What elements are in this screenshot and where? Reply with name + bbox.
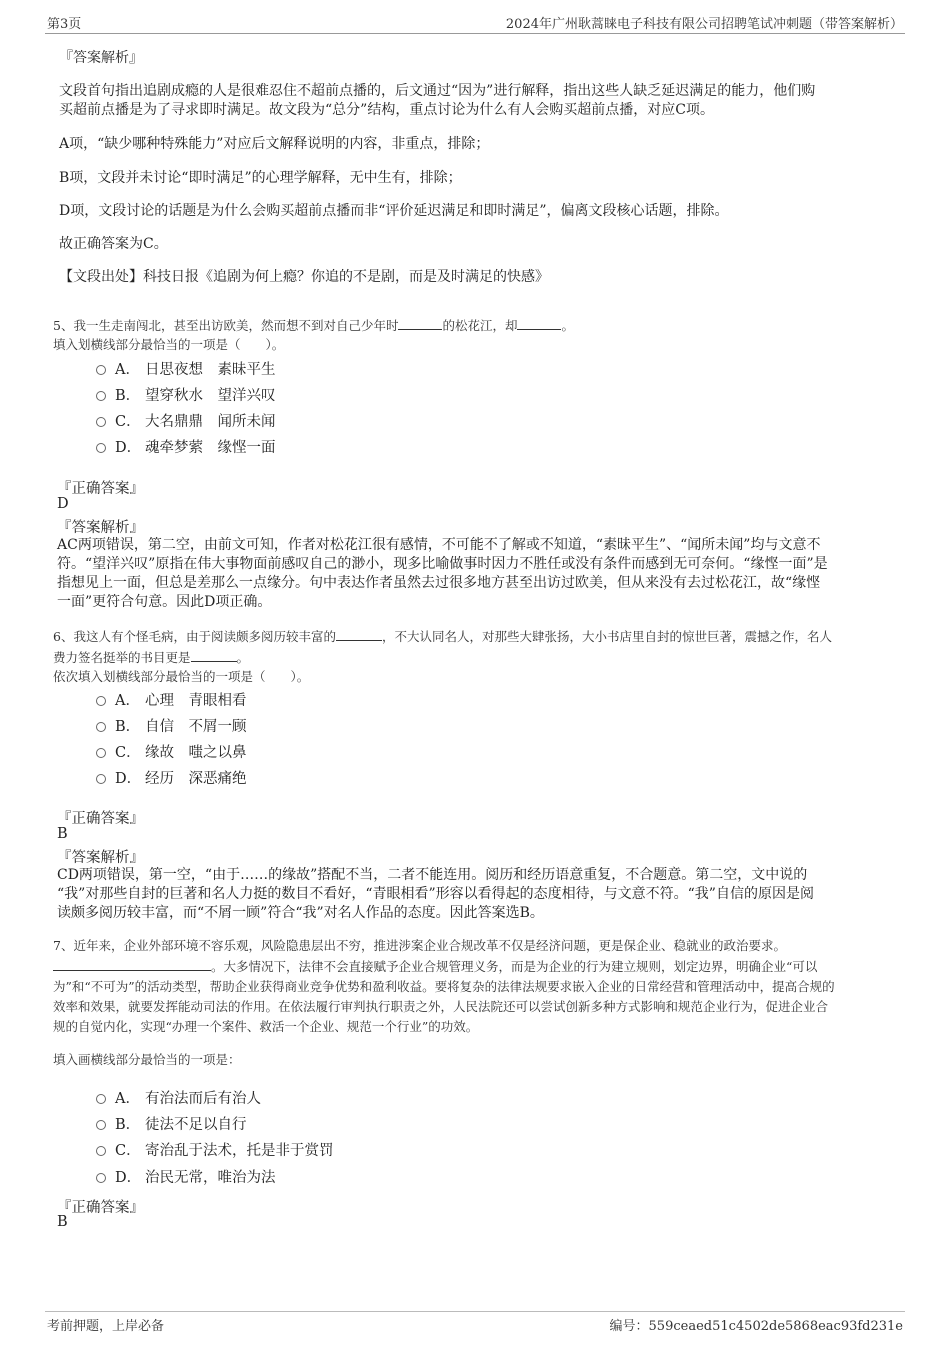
q7-stem-line-2 xyxy=(53,957,817,975)
q7-stem-line-1: 7、近年来，企业外部环境不容乐观，风险隐患层出不穷，推进涉案企业合规改革不仅是经济问题，更是保企业、稳就业的政治要求。 xyxy=(53,938,786,953)
radio-icon[interactable] xyxy=(96,1146,106,1156)
analysis-option-a: A项，“缺少哪种特殊能力”对应后文解释说明的内容，非重点，排除； xyxy=(59,136,490,152)
option-letter: D． xyxy=(115,771,142,787)
radio-icon[interactable] xyxy=(96,443,106,453)
page-number: 第3页 xyxy=(47,17,82,32)
q7-stem-line-5: 规的自觉内化，实现“办理一个案件、救活一个企业、规范一个行业”的功效。 xyxy=(53,1019,479,1034)
q5-stem-part-b: 的松花江，却 xyxy=(442,318,518,333)
option-text: 魂牵梦萦 缘悭一面 xyxy=(145,440,276,456)
radio-icon[interactable] xyxy=(96,391,106,401)
q5-option-b[interactable] xyxy=(96,384,276,405)
analysis-option-d: D项，文段讨论的话题是为什么会购买超前点播而非“评价延迟满足和即时满足”，偏离文段核心话题，排除。 xyxy=(59,203,729,219)
radio-icon[interactable] xyxy=(96,774,106,784)
q5-answer-label: 『正确答案』 xyxy=(57,481,144,497)
q5-analysis-line-1: AC两项错误，第二空，由前文可知，作者对松花江很有感情，不可能不了解或不知道，“素昧平生”、“闻所未闻”均与文意不 xyxy=(57,537,821,553)
q5-answer: D xyxy=(57,496,69,512)
q6-stem-line-2 xyxy=(53,648,249,666)
q6-answer-label: 『正确答案』 xyxy=(57,811,144,827)
option-letter: A． xyxy=(115,1091,140,1107)
q5-option-d[interactable] xyxy=(96,436,276,457)
footer-divider xyxy=(45,1311,905,1312)
q5-analysis-line-3: 指想见上一面，但总是差那么一点缘分。句中表达作者虽然去过很多地方甚至出访过欧美，但从来没有去过松花江，故“缘悭 xyxy=(57,575,821,591)
q5-analysis-label: 『答案解析』 xyxy=(57,520,144,536)
q7-option-a[interactable] xyxy=(96,1087,261,1108)
analysis-option-b: B项，文段并未讨论“即时满足”的心理学解释，无中生有，排除； xyxy=(59,170,462,186)
q6-option-c[interactable] xyxy=(96,741,247,762)
option-text: 经历 深恶痛绝 xyxy=(145,771,247,787)
document-id: 编号：559ceaed51c4502de5868eac93fd231e xyxy=(609,1319,903,1334)
radio-icon[interactable] xyxy=(96,365,106,375)
option-letter: C． xyxy=(115,414,141,430)
passage-source: 【文段出处】科技日报《追剧为何上瘾？你追的不是剧，而是及时满足的快感》 xyxy=(59,269,549,285)
q5-stem xyxy=(53,316,574,334)
q7-answer-label: 『正确答案』 xyxy=(57,1200,144,1216)
q6-stem-part-c: 费力签名挺举的书目更是 xyxy=(53,650,191,665)
header-divider xyxy=(45,33,905,34)
radio-icon[interactable] xyxy=(96,1094,106,1104)
q5-analysis-line-4: 一面”更符合句意。因此D项正确。 xyxy=(57,594,272,610)
q6-analysis-line-1: CD两项错误，第一空，“由于……的缘故”搭配不当，二者不能连用。阅历和经历语意重复，不合题意。第二空，文中说的 xyxy=(57,867,808,883)
option-text: 望穿秋水 望洋兴叹 xyxy=(145,388,276,404)
option-text: 心理 青眼相看 xyxy=(145,693,247,709)
option-letter: B． xyxy=(115,388,141,404)
q6-option-b[interactable] xyxy=(96,715,247,736)
q5-stem-part-c: 。 xyxy=(561,318,574,333)
option-text: 有治法而后有治人 xyxy=(145,1091,261,1107)
analysis-label-top: 『答案解析』 xyxy=(59,50,143,66)
option-text: 徒法不足以自行 xyxy=(145,1117,247,1133)
q6-analysis-line-3: 读颇多阅历较丰富，而“不屑一顾”符合“我”对名人作品的态度。因此答案选B。 xyxy=(57,905,544,921)
option-letter: D． xyxy=(115,440,142,456)
q6-stem-line-1 xyxy=(53,627,832,645)
q6-analysis-label: 『答案解析』 xyxy=(57,850,144,866)
q6-stem-part-a: 6、我这人有个怪毛病，由于阅读颇多阅历较丰富的 xyxy=(53,629,336,644)
radio-icon[interactable] xyxy=(96,1120,106,1130)
q7-stem-line-4: 效率和效果，就要发挥能动司法的作用。在依法履行审判执行职责之外，人民法院还可以尝试创新多种方式影响和规范企业行为，促进企业合 xyxy=(53,999,829,1014)
radio-icon[interactable] xyxy=(96,722,106,732)
q6-stem-part-b: ，不大认同名人，对那些大肆张扬，大小书店里自封的惊世巨著，震撼之作，名人 xyxy=(381,629,832,644)
q6-blank-1 xyxy=(336,629,382,641)
option-letter: B． xyxy=(115,719,141,735)
q6-stem-part-d: 。 xyxy=(236,650,250,665)
q6-answer: B xyxy=(57,826,68,842)
q5-blank-1 xyxy=(398,318,442,330)
option-letter: C． xyxy=(115,1143,141,1159)
analysis-para-line-1: 文段首句指出追剧成瘾的人是很难忍住不超前点播的，后文通过“因为”进行解释，指出这些人缺乏延迟满足的能力，他们购 xyxy=(59,83,816,99)
option-letter: C． xyxy=(115,745,141,761)
q5-blank-2 xyxy=(517,318,561,330)
q6-option-d[interactable] xyxy=(96,767,247,788)
q7-stem-line-2-text: 。大多情况下，法律不会直接赋予企业合规管理义务，而是为企业的行为建立规则，划定边界，明确企业“可以 xyxy=(211,959,818,974)
q7-option-b[interactable] xyxy=(96,1113,247,1134)
q7-blank xyxy=(53,959,211,971)
option-letter: B． xyxy=(115,1117,141,1133)
q5-prompt: 填入划横线部分最恰当的一项是（ ）。 xyxy=(53,337,285,352)
q7-option-c[interactable] xyxy=(96,1139,334,1160)
analysis-conclusion: 故正确答案为C。 xyxy=(59,236,168,252)
q6-analysis-line-2: “我”对那些自封的巨著和名人力挺的数目不看好，“青眼相看”形容以看得起的态度相待，与文意不符。“我”自信的原因是阅 xyxy=(57,886,814,902)
q7-option-d[interactable] xyxy=(96,1166,276,1187)
option-letter: D． xyxy=(115,1170,142,1186)
q7-answer: B xyxy=(57,1214,68,1230)
option-text: 寄治乱于法术，托是非于赏罚 xyxy=(145,1143,334,1159)
option-text: 自信 不屑一顾 xyxy=(145,719,247,735)
q5-option-a[interactable] xyxy=(96,358,276,379)
q7-prompt: 填入画横线部分最恰当的一项是： xyxy=(53,1052,241,1067)
option-text: 大名鼎鼎 闻所未闻 xyxy=(145,414,276,430)
q5-option-c[interactable] xyxy=(96,410,276,431)
option-text: 治民无常，唯治为法 xyxy=(145,1170,276,1186)
footer-slogan: 考前押题，上岸必备 xyxy=(47,1319,165,1334)
option-letter: A． xyxy=(115,693,140,709)
q5-analysis-line-2: 符。“望洋兴叹”原指在伟大事物面前感叹自己的渺小，现多比喻做事时因力不胜任或没有条件而感到无可奈何。“缘悭一面”是 xyxy=(57,556,828,572)
radio-icon[interactable] xyxy=(96,417,106,427)
q6-option-a[interactable] xyxy=(96,689,247,710)
option-text: 日思夜想 素昧平生 xyxy=(145,362,276,378)
radio-icon[interactable] xyxy=(96,696,106,706)
q7-stem-line-3: 为”和“不可为”的活动类型，帮助企业获得商业竞争优势和盈利收益。要将复杂的法律法规要求嵌入企业的日常经营和管理活动中，提高合规的 xyxy=(53,979,835,994)
analysis-para-line-2: 买超前点播是为了寻求即时满足。故文段为“总分”结构，重点讨论为什么有人会购买超前点播，对应C项。 xyxy=(59,102,715,118)
q5-stem-part-a: 5、我一生走南闯北，甚至出访欧美，然而想不到对自己少年时 xyxy=(53,318,399,333)
q6-blank-2 xyxy=(191,650,237,662)
q6-prompt: 依次填入划横线部分最恰当的一项是（ ）。 xyxy=(53,669,310,684)
option-text: 缘故 嗤之以鼻 xyxy=(145,745,247,761)
document-title: 2024年广州耿蒿睐电子科技有限公司招聘笔试冲刺题（带答案解析） xyxy=(505,17,903,32)
option-letter: A． xyxy=(115,362,140,378)
radio-icon[interactable] xyxy=(96,748,106,758)
radio-icon[interactable] xyxy=(96,1173,106,1183)
